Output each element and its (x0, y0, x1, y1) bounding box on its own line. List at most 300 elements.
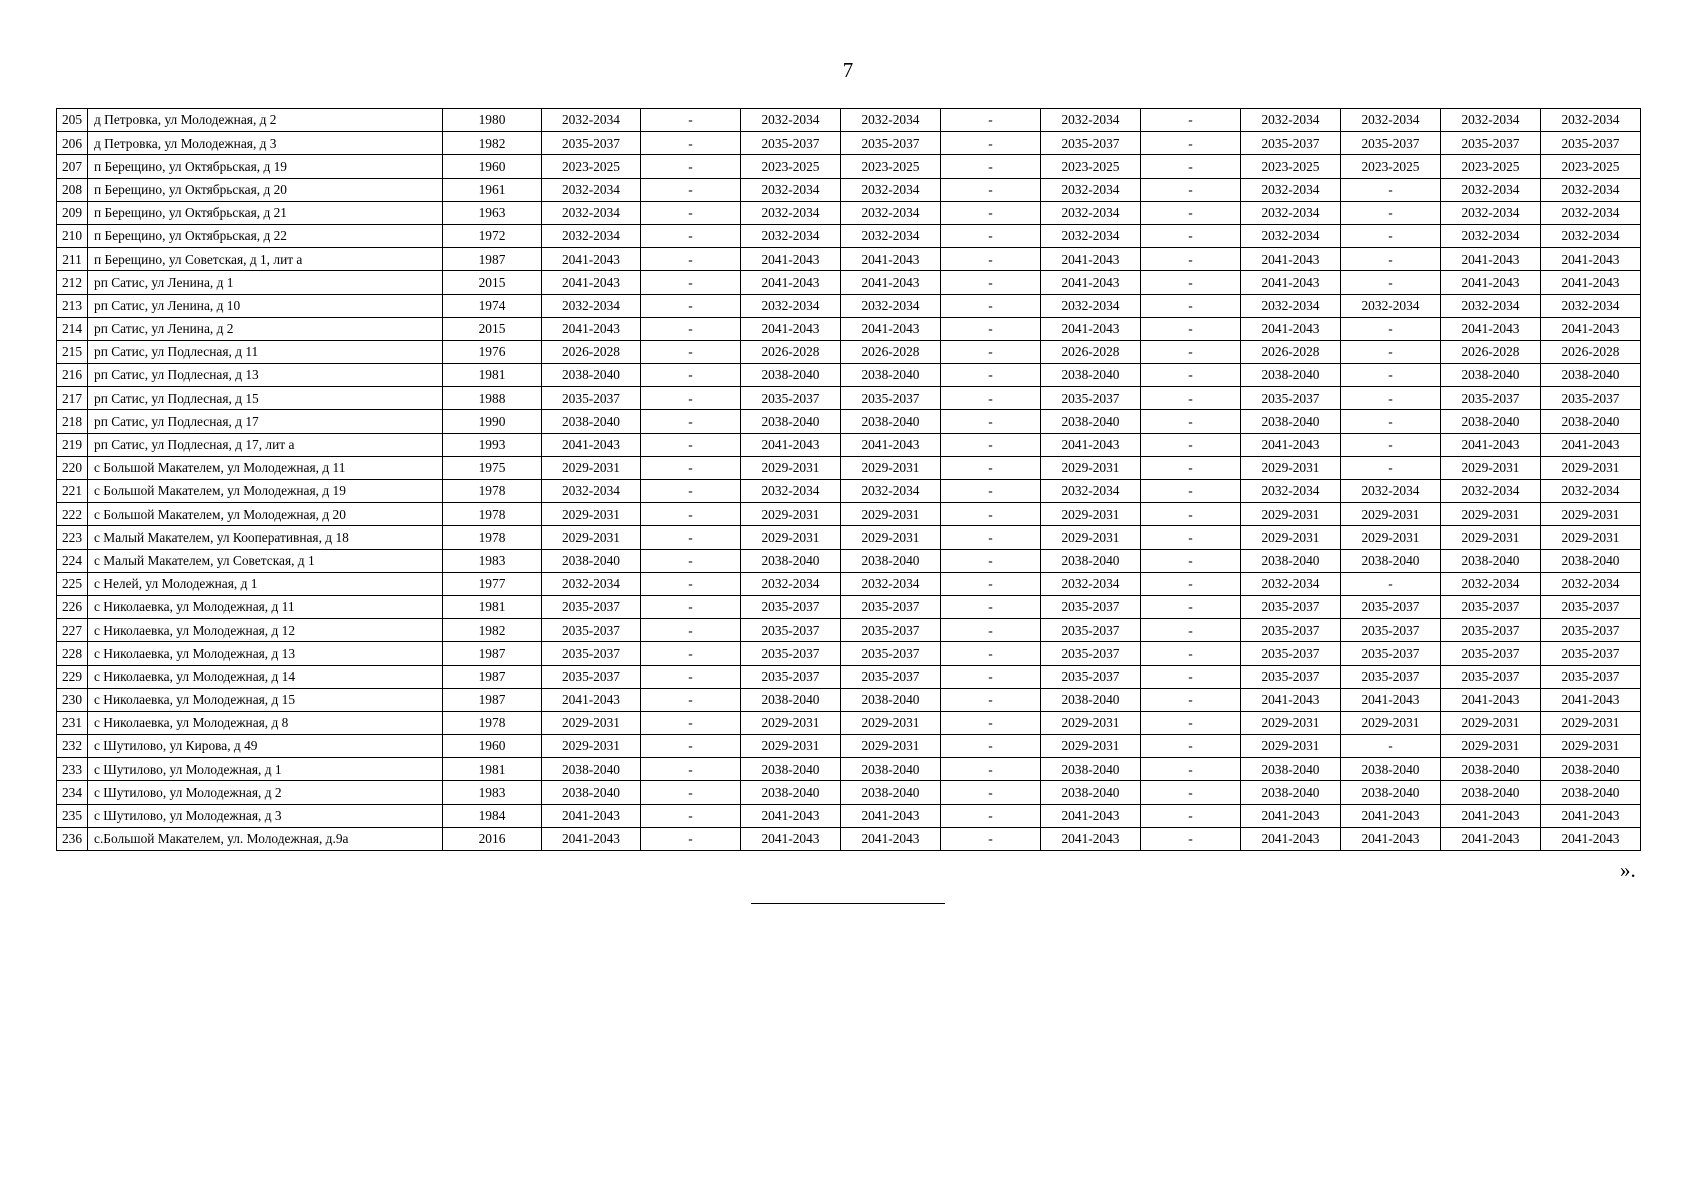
period-cell: 2023-2025 (1341, 155, 1441, 178)
row-number-cell: 217 (57, 387, 88, 410)
period-cell: 2029-2031 (1041, 735, 1141, 758)
table-row (57, 735, 1641, 758)
period-cell: 2032-2034 (1241, 109, 1341, 132)
period-cell: 2032-2034 (841, 480, 941, 503)
period-cell: 2041-2043 (1541, 248, 1641, 271)
period-cell: - (941, 595, 1041, 618)
period-cell: 2038-2040 (841, 781, 941, 804)
period-cell: 2041-2043 (1541, 804, 1641, 827)
period-cell: 2035-2037 (841, 595, 941, 618)
table-row (57, 294, 1641, 317)
period-cell: 2038-2040 (1041, 781, 1141, 804)
period-cell: 2041-2043 (1541, 433, 1641, 456)
period-cell: - (1341, 572, 1441, 595)
period-cell: 2029-2031 (841, 711, 941, 734)
period-cell: 2035-2037 (1241, 132, 1341, 155)
period-cell: - (641, 804, 741, 827)
table-row (57, 271, 1641, 294)
year-cell: 1980 (443, 109, 542, 132)
year-cell: 1978 (443, 526, 542, 549)
period-cell: 2041-2043 (1441, 248, 1541, 271)
period-cell: 2041-2043 (542, 688, 641, 711)
period-cell: 2035-2037 (1441, 642, 1541, 665)
row-number-cell: 227 (57, 619, 88, 642)
year-cell: 1960 (443, 155, 542, 178)
period-cell: - (1141, 595, 1241, 618)
period-cell: - (1341, 410, 1441, 433)
period-cell: 2035-2037 (1441, 595, 1541, 618)
period-cell: 2038-2040 (1441, 364, 1541, 387)
period-cell: - (941, 827, 1041, 850)
period-cell: 2029-2031 (841, 503, 941, 526)
period-cell: 2035-2037 (1241, 387, 1341, 410)
period-cell: 2038-2040 (542, 549, 641, 572)
period-cell: 2035-2037 (1341, 619, 1441, 642)
period-cell: 2035-2037 (542, 387, 641, 410)
period-cell: 2035-2037 (1541, 387, 1641, 410)
period-cell: 2032-2034 (741, 178, 841, 201)
period-cell: 2041-2043 (1241, 248, 1341, 271)
period-cell: 2038-2040 (1041, 410, 1141, 433)
period-cell: 2032-2034 (841, 178, 941, 201)
period-cell: - (1141, 294, 1241, 317)
row-number-cell: 232 (57, 735, 88, 758)
period-cell: 2035-2037 (1341, 642, 1441, 665)
row-number-cell: 234 (57, 781, 88, 804)
period-cell: - (1141, 248, 1241, 271)
period-cell: 2032-2034 (1241, 480, 1341, 503)
period-cell: 2041-2043 (1041, 433, 1141, 456)
period-cell: 2038-2040 (1441, 410, 1541, 433)
period-cell: 2026-2028 (542, 340, 641, 363)
row-number-cell: 211 (57, 248, 88, 271)
period-cell: 2032-2034 (1541, 224, 1641, 247)
period-cell: 2023-2025 (542, 155, 641, 178)
period-cell: 2035-2037 (1441, 387, 1541, 410)
period-cell: 2032-2034 (741, 109, 841, 132)
address-cell: рп Сатис, ул Ленина, д 1 (88, 271, 443, 294)
period-cell: 2032-2034 (1441, 572, 1541, 595)
period-cell: 2029-2031 (1541, 711, 1641, 734)
period-cell: 2041-2043 (542, 804, 641, 827)
table-row (57, 387, 1641, 410)
period-cell: 2035-2037 (1041, 619, 1141, 642)
period-cell: 2035-2037 (1241, 595, 1341, 618)
period-cell: 2032-2034 (1441, 109, 1541, 132)
schedule-table (56, 108, 1641, 851)
year-cell: 1982 (443, 132, 542, 155)
period-cell: 2029-2031 (1241, 456, 1341, 479)
period-cell: 2029-2031 (1341, 503, 1441, 526)
table-row (57, 248, 1641, 271)
year-cell: 2015 (443, 317, 542, 340)
period-cell: 2029-2031 (741, 526, 841, 549)
period-cell: 2038-2040 (1541, 364, 1641, 387)
period-cell: 2038-2040 (542, 364, 641, 387)
period-cell: - (1141, 410, 1241, 433)
period-cell: - (941, 317, 1041, 340)
period-cell: - (1141, 132, 1241, 155)
period-cell: 2041-2043 (542, 433, 641, 456)
year-cell: 1984 (443, 804, 542, 827)
period-cell: 2029-2031 (1541, 503, 1641, 526)
row-number-cell: 233 (57, 758, 88, 781)
period-cell: 2038-2040 (1041, 549, 1141, 572)
row-number-cell: 220 (57, 456, 88, 479)
period-cell: 2029-2031 (1341, 526, 1441, 549)
period-cell: 2029-2031 (542, 526, 641, 549)
period-cell: 2038-2040 (1041, 688, 1141, 711)
period-cell: 2029-2031 (841, 456, 941, 479)
row-number-cell: 225 (57, 572, 88, 595)
period-cell: 2026-2028 (1441, 340, 1541, 363)
period-cell: 2038-2040 (542, 758, 641, 781)
period-cell: 2032-2034 (741, 224, 841, 247)
period-cell: 2035-2037 (1441, 132, 1541, 155)
period-cell: 2029-2031 (741, 735, 841, 758)
period-cell: 2041-2043 (1241, 804, 1341, 827)
period-cell: 2029-2031 (1041, 503, 1141, 526)
period-cell: - (641, 132, 741, 155)
year-cell: 1987 (443, 665, 542, 688)
period-cell: - (641, 758, 741, 781)
period-cell: - (1341, 271, 1441, 294)
period-cell: 2041-2043 (542, 827, 641, 850)
period-cell: 2041-2043 (741, 317, 841, 340)
period-cell: - (1341, 735, 1441, 758)
period-cell: 2032-2034 (841, 224, 941, 247)
period-cell: 2038-2040 (741, 410, 841, 433)
period-cell: - (641, 201, 741, 224)
period-cell: 2035-2037 (841, 642, 941, 665)
table-row (57, 433, 1641, 456)
period-cell: 2041-2043 (1541, 317, 1641, 340)
table-row (57, 804, 1641, 827)
period-cell: 2032-2034 (1541, 201, 1641, 224)
period-cell: - (641, 642, 741, 665)
table-row (57, 364, 1641, 387)
table-row (57, 109, 1641, 132)
period-cell: 2032-2034 (741, 480, 841, 503)
period-cell: 2029-2031 (542, 711, 641, 734)
period-cell: 2038-2040 (542, 781, 641, 804)
period-cell: 2041-2043 (841, 248, 941, 271)
period-cell: 2032-2034 (1541, 480, 1641, 503)
period-cell: 2035-2037 (1041, 387, 1141, 410)
period-cell: - (941, 665, 1041, 688)
period-cell: 2026-2028 (841, 340, 941, 363)
period-cell: - (941, 132, 1041, 155)
table-row (57, 619, 1641, 642)
row-number-cell: 226 (57, 595, 88, 618)
period-cell: 2041-2043 (841, 804, 941, 827)
year-cell: 1972 (443, 224, 542, 247)
year-cell: 1993 (443, 433, 542, 456)
page-number: 7 (842, 58, 854, 82)
period-cell: 2032-2034 (741, 201, 841, 224)
address-cell: п Берещино, ул Октябрьская, д 22 (88, 224, 443, 247)
period-cell: 2041-2043 (1241, 433, 1341, 456)
period-cell: 2041-2043 (841, 433, 941, 456)
period-cell: 2035-2037 (542, 132, 641, 155)
period-cell: 2035-2037 (1041, 642, 1141, 665)
period-cell: - (941, 456, 1041, 479)
period-cell: 2032-2034 (1041, 178, 1141, 201)
address-cell: с Шутилово, ул Молодежная, д 3 (88, 804, 443, 827)
period-cell: 2041-2043 (741, 827, 841, 850)
period-cell: 2035-2037 (1541, 132, 1641, 155)
period-cell: 2032-2034 (1041, 572, 1141, 595)
period-cell: - (1141, 364, 1241, 387)
period-cell: 2032-2034 (1441, 178, 1541, 201)
period-cell: - (941, 572, 1041, 595)
period-cell: 2038-2040 (1541, 410, 1641, 433)
period-cell: 2032-2034 (542, 572, 641, 595)
period-cell: - (1141, 735, 1241, 758)
period-cell: 2032-2034 (841, 201, 941, 224)
period-cell: 2038-2040 (741, 758, 841, 781)
period-cell: 2041-2043 (542, 248, 641, 271)
period-cell: 2032-2034 (1541, 572, 1641, 595)
period-cell: - (1141, 711, 1241, 734)
row-number-cell: 216 (57, 364, 88, 387)
table-row (57, 480, 1641, 503)
period-cell: 2041-2043 (1041, 827, 1141, 850)
year-cell: 1978 (443, 480, 542, 503)
period-cell: 2041-2043 (841, 827, 941, 850)
table-row (57, 317, 1641, 340)
period-cell: - (941, 758, 1041, 781)
period-cell: - (941, 711, 1041, 734)
period-cell: 2041-2043 (741, 433, 841, 456)
row-number-cell: 209 (57, 201, 88, 224)
period-cell: 2032-2034 (542, 294, 641, 317)
period-cell: 2023-2025 (741, 155, 841, 178)
period-cell: - (1141, 665, 1241, 688)
period-cell: 2038-2040 (1341, 549, 1441, 572)
period-cell: 2035-2037 (741, 665, 841, 688)
period-cell: - (941, 433, 1041, 456)
period-cell: - (1341, 340, 1441, 363)
period-cell: 2041-2043 (1441, 317, 1541, 340)
period-cell: - (1141, 178, 1241, 201)
period-cell: 2038-2040 (841, 688, 941, 711)
year-cell: 2015 (443, 271, 542, 294)
period-cell: - (1141, 781, 1241, 804)
address-cell: с Николаевка, ул Молодежная, д 12 (88, 619, 443, 642)
period-cell: - (641, 410, 741, 433)
period-cell: 2032-2034 (1441, 201, 1541, 224)
bottom-divider-line (751, 903, 945, 904)
period-cell: 2032-2034 (542, 109, 641, 132)
period-cell: 2038-2040 (841, 549, 941, 572)
period-cell: 2041-2043 (1241, 827, 1341, 850)
row-number-cell: 210 (57, 224, 88, 247)
period-cell: - (641, 549, 741, 572)
period-cell: - (641, 456, 741, 479)
period-cell: 2041-2043 (1441, 433, 1541, 456)
period-cell: 2038-2040 (1241, 364, 1341, 387)
period-cell: 2038-2040 (841, 758, 941, 781)
period-cell: 2032-2034 (1241, 201, 1341, 224)
period-cell: - (641, 271, 741, 294)
period-cell: 2029-2031 (1041, 526, 1141, 549)
period-cell: - (1141, 688, 1241, 711)
year-cell: 1982 (443, 619, 542, 642)
period-cell: 2032-2034 (1341, 480, 1441, 503)
period-cell: - (941, 248, 1041, 271)
period-cell: 2029-2031 (741, 456, 841, 479)
period-cell: - (641, 387, 741, 410)
address-cell: с.Большой Макателем, ул. Молодежная, д.9а (88, 827, 443, 850)
address-cell: рп Сатис, ул Подлесная, д 17, лит а (88, 433, 443, 456)
period-cell: - (1341, 364, 1441, 387)
address-cell: с Николаевка, ул Молодежная, д 8 (88, 711, 443, 734)
row-number-cell: 229 (57, 665, 88, 688)
year-cell: 1981 (443, 595, 542, 618)
period-cell: - (941, 271, 1041, 294)
period-cell: 2029-2031 (1341, 711, 1441, 734)
table-row (57, 155, 1641, 178)
period-cell: 2029-2031 (1541, 735, 1641, 758)
period-cell: - (941, 387, 1041, 410)
period-cell: 2029-2031 (841, 526, 941, 549)
period-cell: - (1141, 503, 1241, 526)
table-row (57, 827, 1641, 850)
period-cell: - (641, 688, 741, 711)
period-cell: 2035-2037 (1041, 595, 1141, 618)
period-cell: 2041-2043 (1041, 804, 1141, 827)
period-cell: 2032-2034 (1041, 109, 1141, 132)
period-cell: 2032-2034 (1441, 294, 1541, 317)
table-row (57, 224, 1641, 247)
period-cell: 2029-2031 (741, 503, 841, 526)
period-cell: 2038-2040 (1341, 781, 1441, 804)
period-cell: - (1141, 340, 1241, 363)
address-cell: с Николаевка, ул Молодежная, д 11 (88, 595, 443, 618)
period-cell: 2038-2040 (1241, 549, 1341, 572)
period-cell: - (1341, 224, 1441, 247)
address-cell: рп Сатис, ул Ленина, д 2 (88, 317, 443, 340)
period-cell: - (1141, 155, 1241, 178)
address-cell: рп Сатис, ул Подлесная, д 17 (88, 410, 443, 433)
period-cell: - (941, 294, 1041, 317)
closing-quote-mark: ». (1620, 858, 1636, 882)
period-cell: - (1341, 201, 1441, 224)
period-cell: 2035-2037 (1241, 665, 1341, 688)
period-cell: - (641, 781, 741, 804)
period-cell: 2041-2043 (741, 248, 841, 271)
table-row (57, 503, 1641, 526)
period-cell: 2041-2043 (1441, 804, 1541, 827)
address-cell: рп Сатис, ул Подлесная, д 13 (88, 364, 443, 387)
table-row (57, 642, 1641, 665)
period-cell: - (641, 248, 741, 271)
row-number-cell: 207 (57, 155, 88, 178)
period-cell: - (1141, 619, 1241, 642)
period-cell: 2035-2037 (1241, 642, 1341, 665)
period-cell: 2041-2043 (1041, 271, 1141, 294)
year-cell: 1987 (443, 688, 542, 711)
row-number-cell: 208 (57, 178, 88, 201)
address-cell: с Большой Макателем, ул Молодежная, д 11 (88, 456, 443, 479)
period-cell: - (1141, 224, 1241, 247)
row-number-cell: 230 (57, 688, 88, 711)
row-number-cell: 221 (57, 480, 88, 503)
period-cell: - (941, 549, 1041, 572)
period-cell: 2029-2031 (1441, 735, 1541, 758)
period-cell: 2035-2037 (741, 132, 841, 155)
table-row (57, 201, 1641, 224)
table-row (57, 688, 1641, 711)
period-cell: 2035-2037 (841, 132, 941, 155)
period-cell: 2038-2040 (1341, 758, 1441, 781)
period-cell: 2041-2043 (1441, 271, 1541, 294)
period-cell: 2032-2034 (1541, 294, 1641, 317)
period-cell: 2032-2034 (1041, 480, 1141, 503)
period-cell: 2035-2037 (841, 665, 941, 688)
period-cell: - (1141, 642, 1241, 665)
year-cell: 1960 (443, 735, 542, 758)
period-cell: 2029-2031 (1041, 456, 1141, 479)
address-cell: с Малый Макателем, ул Кооперативная, д 18 (88, 526, 443, 549)
period-cell: - (941, 480, 1041, 503)
row-number-cell: 223 (57, 526, 88, 549)
period-cell: 2035-2037 (841, 387, 941, 410)
period-cell: - (1141, 804, 1241, 827)
period-cell: 2035-2037 (1341, 665, 1441, 688)
address-cell: с Николаевка, ул Молодежная, д 15 (88, 688, 443, 711)
period-cell: 2035-2037 (741, 642, 841, 665)
period-cell: - (941, 804, 1041, 827)
period-cell: 2029-2031 (1441, 503, 1541, 526)
period-cell: 2035-2037 (1041, 132, 1141, 155)
period-cell: 2032-2034 (542, 224, 641, 247)
row-number-cell: 231 (57, 711, 88, 734)
period-cell: - (1141, 456, 1241, 479)
period-cell: - (641, 595, 741, 618)
period-cell: 2041-2043 (1441, 827, 1541, 850)
row-number-cell: 205 (57, 109, 88, 132)
period-cell: - (1341, 248, 1441, 271)
table-row (57, 132, 1641, 155)
period-cell: 2029-2031 (1041, 711, 1141, 734)
year-cell: 1978 (443, 503, 542, 526)
table-row (57, 549, 1641, 572)
period-cell: 2032-2034 (841, 572, 941, 595)
year-cell: 1974 (443, 294, 542, 317)
year-cell: 1983 (443, 549, 542, 572)
period-cell: 2038-2040 (1241, 781, 1341, 804)
year-cell: 1987 (443, 248, 542, 271)
period-cell: - (1141, 201, 1241, 224)
address-cell: с Шутилово, ул Молодежная, д 1 (88, 758, 443, 781)
address-cell: с Большой Макателем, ул Молодежная, д 19 (88, 480, 443, 503)
period-cell: - (1141, 572, 1241, 595)
year-cell: 1990 (443, 410, 542, 433)
period-cell: 2038-2040 (1541, 549, 1641, 572)
table-body (57, 109, 1641, 851)
period-cell: 2032-2034 (1241, 178, 1341, 201)
period-cell: 2032-2034 (1241, 224, 1341, 247)
year-cell: 1987 (443, 642, 542, 665)
period-cell: 2035-2037 (841, 619, 941, 642)
period-cell: 2026-2028 (1241, 340, 1341, 363)
period-cell: 2032-2034 (1541, 178, 1641, 201)
period-cell: 2041-2043 (1541, 688, 1641, 711)
period-cell: - (641, 665, 741, 688)
period-cell: - (641, 224, 741, 247)
